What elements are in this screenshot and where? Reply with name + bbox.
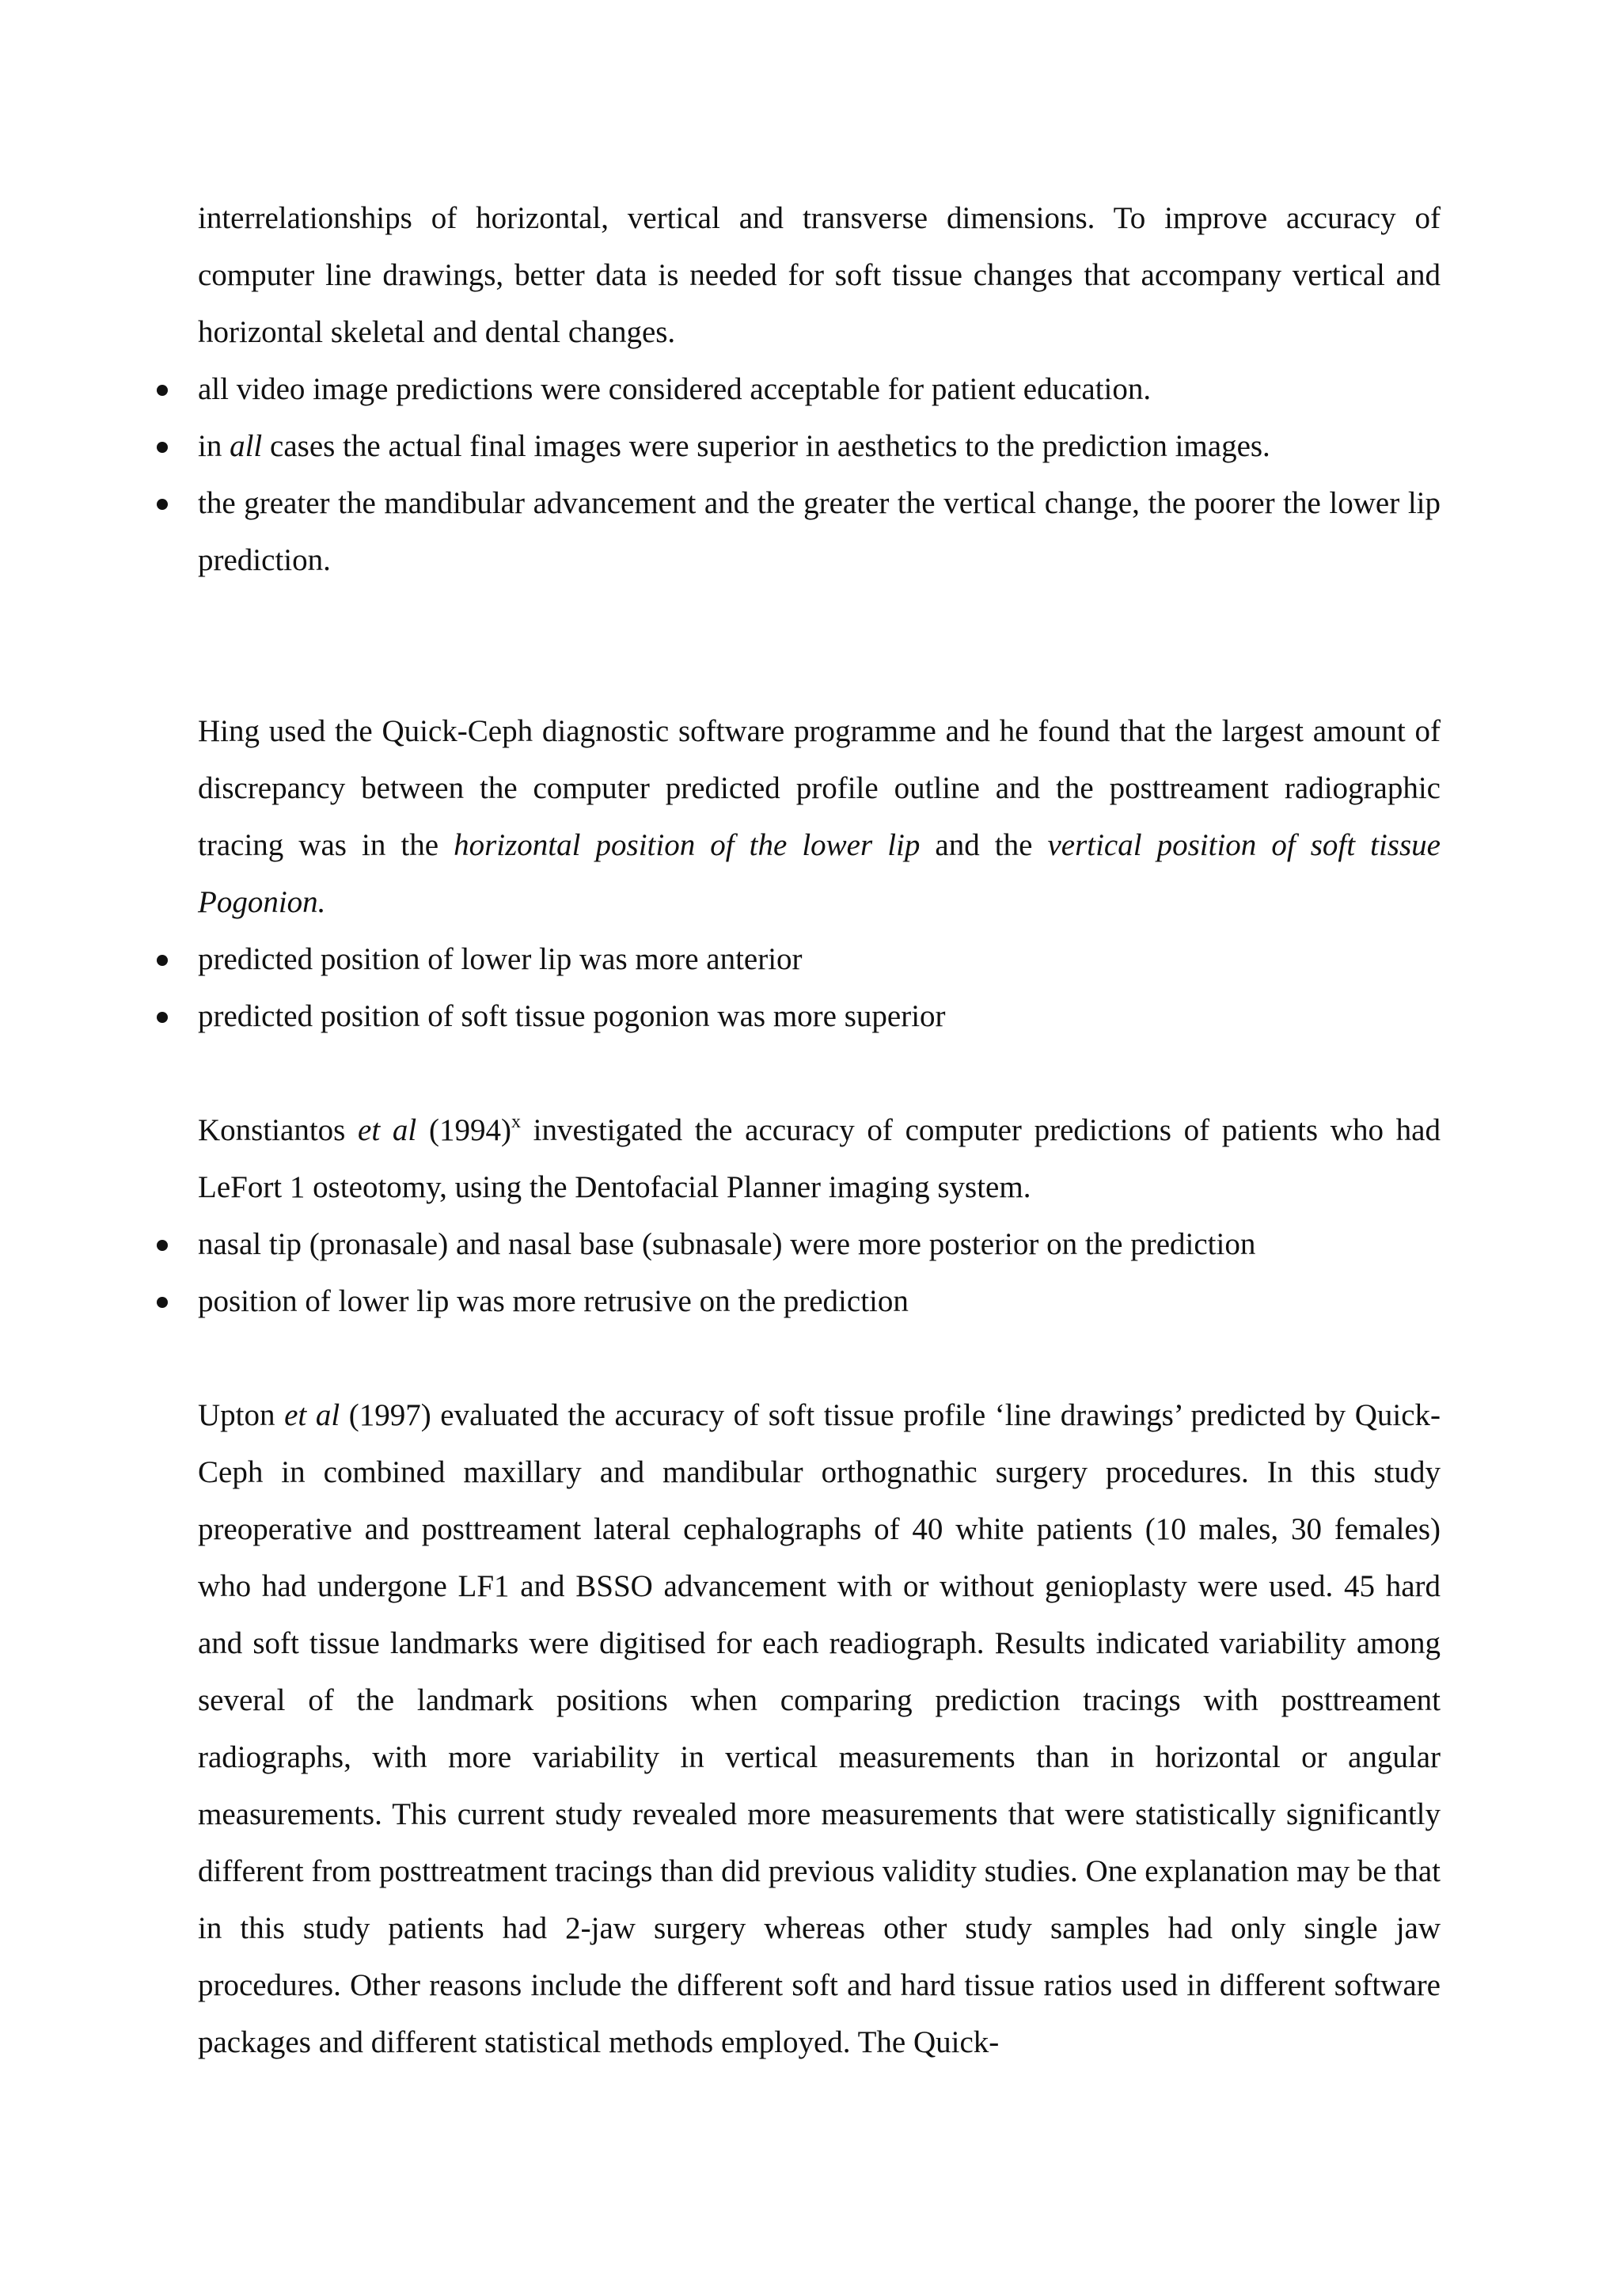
bullet-dot-icon [157,1297,168,1308]
hing-emphasis-1: horizontal position of the lower lip [454,828,921,862]
list-item [198,361,1441,418]
konstiantos-year: (1994) [416,1113,511,1147]
list-item [198,1216,1441,1273]
intro-paragraph: interrelationships of horizontal, vertical and transverse dimensions. To improve accuracy of computer line drawings, better data is needed for soft tissue changes that accompany vertical and horizontal skeletal and dental changes. [198,201,1441,349]
upton-paragraph [198,1387,1441,2071]
bullet-dot-icon [157,499,168,510]
bullet-dot-icon [157,442,168,453]
konstiantos-paragraph [198,1102,1441,1216]
document-page [198,190,1441,2071]
list-item [198,988,1441,1045]
list-item-text-pre: in [198,429,230,463]
bullet-dot-icon [157,1240,168,1251]
hing-paragraph [198,703,1441,931]
bullet-dot-icon [157,1012,168,1023]
bullet-dot-icon [157,385,168,396]
upton-author: Upton [198,1398,285,1432]
bullet-list-video-predictions [198,361,1441,589]
upton-text: (1997) evaluated the accuracy of soft tissue profile ‘line drawings’ predicted by Quick-Ceph in combined maxillary and mandibular orthognathic surgery procedures. In this study preoperative and posttreament lateral cephalographs of 40 white patients (10 males, 30 females) who had undergone LF1 and BSSO advancement with or without genioplasty were used. 45 hard and soft tissue landmarks were digitised for each readiograph. Results indicated variability among several of the landmark positions when comparing prediction tracings with posttreament radiographs, with more variability in vertical measurements than in horizontal or angular measurements. This current study revealed more measurements that were statistically significantly different from posttreatment tracings than did previous validity studies. One explanation may be that in this study patients had 2-jaw surgery whereas other study samples had only single jaw procedures. Other reasons include the different soft and hard tissue ratios used in different software packages and different statistical methods employed. The Quick- [198,1398,1441,2059]
konstiantos-text: investigated the accuracy of computer predictions of patients who had LeFort 1 osteotomy, using the Dentofacial Planner imaging system. [198,1113,1441,1204]
bullet-list-konstiantos-findings [198,1216,1441,1330]
list-item-text: predicted position of lower lip was more anterior [198,942,803,976]
list-item-text: position of lower lip was more retrusive on the prediction [198,1284,909,1318]
list-item [198,418,1441,475]
hing-text-1: Hing used the Quick-Ceph diagnostic software programme and he found that the largest amount of discrepancy between the computer predicted profile outline and the posttreament radiographic tracing was in the [198,714,1441,862]
list-item-text: predicted position of soft tissue pogonion was more superior [198,999,946,1033]
konstiantos-superscript: x [511,1112,521,1132]
list-item [198,475,1441,589]
list-item-text-post: cases the actual final images were superior in aesthetics to the prediction images. [262,429,1270,463]
upton-etal: et al [284,1398,340,1432]
hing-emphasis-2: vertical position of soft tissue Pogonion. [198,828,1441,919]
list-item-text: all video image predictions were considered acceptable for patient education. [198,372,1152,406]
list-item [198,931,1441,988]
list-item-text: the greater the mandibular advancement and the greater the vertical change, the poorer the lower lip prediction. [198,486,1441,577]
paragraph-spacer [198,589,1441,703]
list-item [198,1273,1441,1330]
list-item-text: nasal tip (pronasale) and nasal base (subnasale) were more posterior on the prediction [198,1227,1256,1261]
hing-text-2: and the [920,828,1048,862]
konstiantos-etal: et al [358,1113,417,1147]
bullet-list-hing-findings [198,931,1441,1045]
paragraph-spacer [198,1330,1441,1387]
list-item-emphasis: all [230,429,263,463]
paragraph-spacer [198,1045,1441,1102]
bullet-dot-icon [157,955,168,966]
konstiantos-author: Konstiantos [198,1113,359,1147]
